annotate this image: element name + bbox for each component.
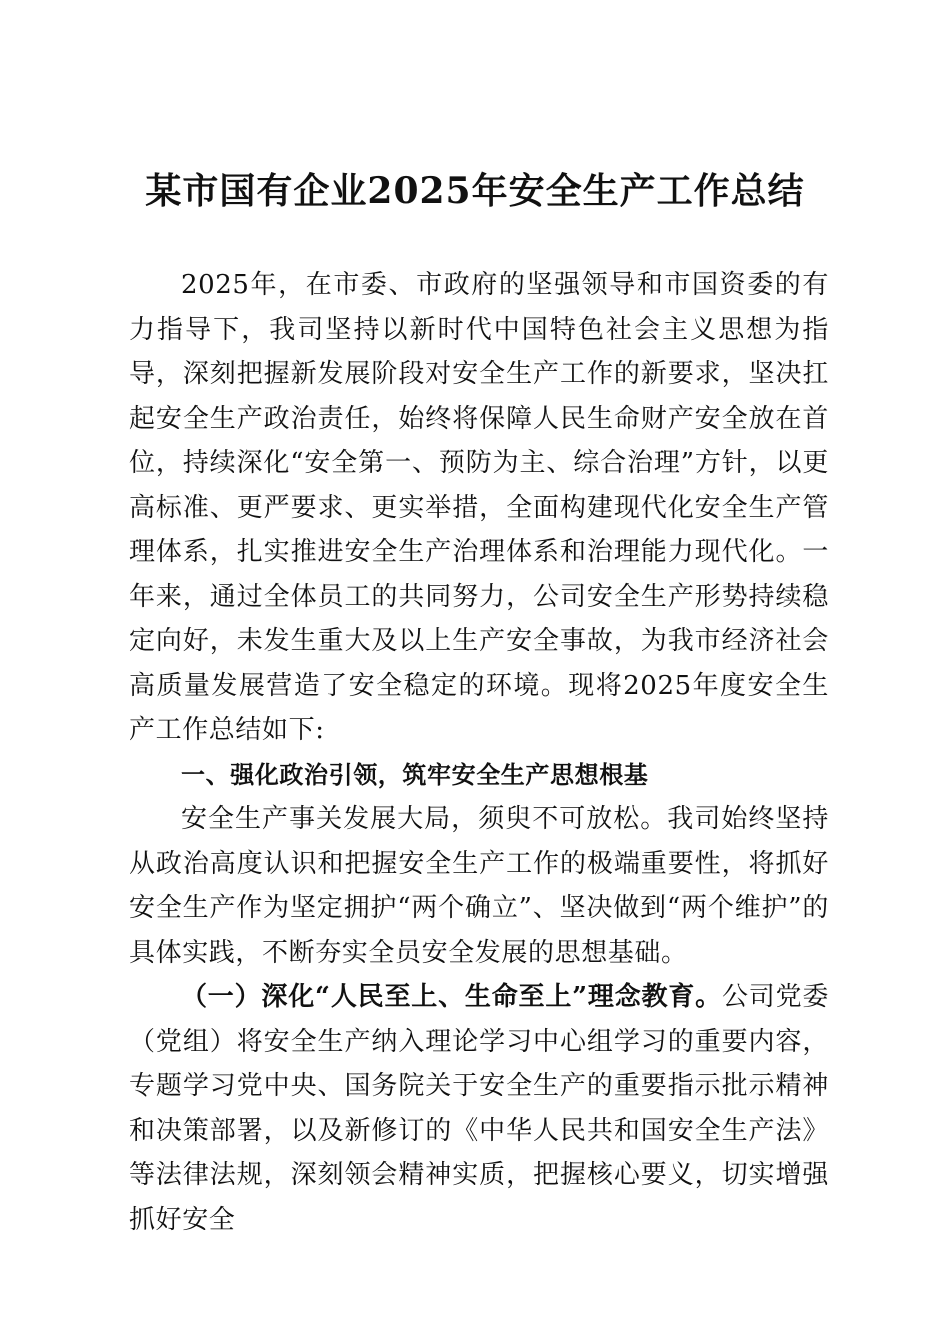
section-heading-1: 一、强化政治引领，筑牢安全生产思想根基 (181, 760, 649, 789)
document-body (129, 263, 829, 1242)
intro-paragraph: 2025年，在市委、市政府的坚强领导和市国资委的有力指导下，我司坚持以新时代中国特色社会主义思想为指导，深刻把握新发展阶段对安全生产工作的新要求，坚决扛起安全生产政治责任，始终将保障人民生命财产安全放在首位，持续深化“安全第一、预防为主、综合治理”方针，以更高标准、更严要求、更实举措，全面构建现代化安全生产管理体系，扎实推进安全生产治理体系和治理能力现代化。一年来，通过全体员工的共同努力，公司安全生产形势持续稳定向好，未发生重大及以上生产安全事故，为我市经济社会高质量发展营造了安全稳定的环境。现将2025年度安全生产工作总结如下: (129, 270, 829, 745)
section-1-paragraph: 安全生产事关发展大局，须臾不可放松。我司始终坚持从政治高度认识和把握安全生产工作的极端重要性，将抓好安全生产作为坚定拥护“两个确立”、坚决做到“两个维护”的具体实践，不断夯实全员安全发展的思想基础。 (129, 804, 829, 968)
subsection-1-lead: （一）深化“人民至上、生命至上”理念教育。 (181, 982, 722, 1012)
document-title: 某市国有企业2025年安全生产工作总结 (145, 170, 805, 212)
subsection-1-text: 公司党委（党组）将安全生产纳入理论学习中心组学习的重要内容，专题学习党中央、国务院关于安全生产的重要指示批示精神和决策部署，以及新修订的《中华人民共和国安全生产法》等法律法规，深刻领会精神实质，把握核心要义，切实增强抓好安全 (129, 982, 830, 1235)
subsection-1-paragraph (129, 975, 829, 1242)
